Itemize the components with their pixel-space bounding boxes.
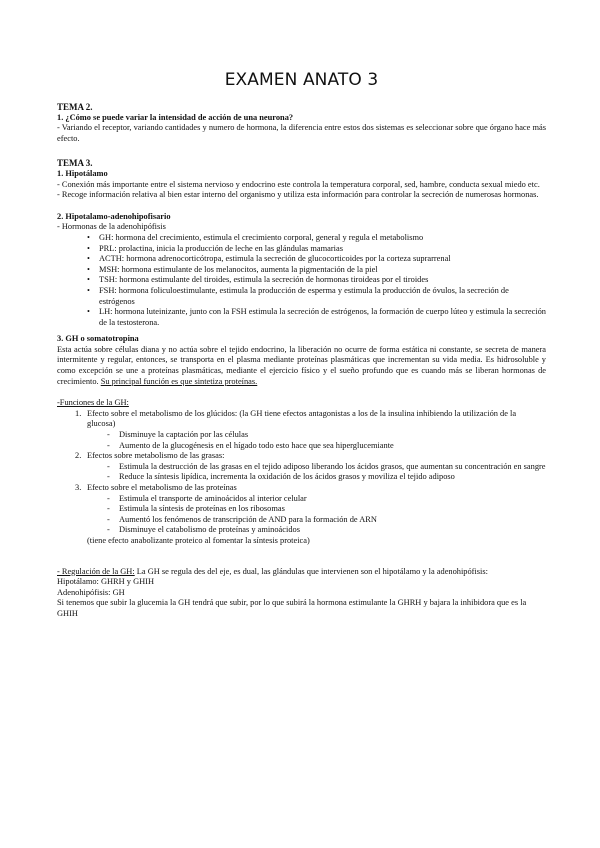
list-item: - Aumentó los fenómenos de transcripción de AND para la formación de ARN bbox=[107, 515, 546, 526]
list-item bbox=[75, 451, 546, 483]
final-paragraph: Si tenemos que subir la glucemia la GH tendrá que subir, por lo que subirá la hormona estimulante la GHRH y bajara la inhibidora que es la GHIH bbox=[57, 598, 527, 618]
item-number: 1. bbox=[75, 408, 82, 418]
tema3-section bbox=[57, 158, 546, 619]
sub-list bbox=[87, 494, 546, 536]
somatotropina-paragraph bbox=[57, 345, 546, 387]
tema2-section bbox=[57, 102, 546, 144]
list-item: • LH: hormona luteinizante, junto con la FSH estimula la secreción de estrógenos, la formación de cuerpo lúteo y estimula la secreción de la testosterona. bbox=[87, 307, 546, 328]
hipotalamo-paragraph-1: - Conexión más importante entre el sistema nervioso y endocrino este controla la temperatura corporal, sed, hambre, conducta sexual miedo etc. bbox=[57, 179, 540, 189]
item-text: Efecto sobre el metabolismo de las proteínas bbox=[87, 483, 237, 492]
list-item: - Estimula el transporte de aminoácidos al interior celular bbox=[107, 494, 546, 505]
tema3-heading: TEMA 3. bbox=[57, 158, 93, 169]
hipotalamo-paragraph-2: - Recoge información relativa al bien estar interno del organismo y utiliza esta información para controlar la secreción de numerosas hormonas. bbox=[57, 190, 539, 200]
list-item: • GH: hormona del crecimiento, estimula el crecimiento corporal, general y regula el metabolismo bbox=[87, 233, 546, 244]
regulacion-text: La GH se regula des del eje, es dual, las glándulas que intervienen son el hipotálamo y la adenohipófisis: bbox=[134, 566, 488, 576]
item-text: Efectos sobre metabolismo de las grasas: bbox=[87, 451, 225, 461]
hipotalamo-title: 1. Hipotálamo bbox=[57, 168, 108, 178]
list-item: • PRL: prolactina, inicia la producción de leche en las glándulas mamarias bbox=[87, 244, 546, 255]
hipotalamo-line: Hipotálamo: GHRH y GHIH bbox=[57, 577, 154, 587]
tema2-question: 1. ¿Cómo se puede variar la intensidad de acción de una neurona? bbox=[57, 112, 294, 122]
item-number: 2. bbox=[75, 451, 82, 461]
tema2-answer: - Variando el receptor, variando cantidades y numero de hormona, la diferencia entre estos dos sistemas es seleccionar sobre que órgano hace más efecto. bbox=[57, 123, 546, 143]
tema2-heading: TEMA 2. bbox=[57, 102, 93, 112]
adenohipofisis-intro: - Hormonas de la adenohipófisis bbox=[57, 222, 166, 232]
funciones-label: -Funciones de la GH: bbox=[57, 398, 129, 408]
list-item: • TSH: hormona estimulante del tiroides, estimula la secreción de hormonas tiroideas por el tiroides bbox=[87, 275, 546, 286]
regulacion-paragraph bbox=[57, 567, 546, 578]
sub-list bbox=[87, 462, 546, 483]
list-item: - Disminuye el catabolismo de proteínas y aminoácidos bbox=[107, 525, 546, 536]
sub-list bbox=[87, 430, 546, 451]
list-item: - Estimula la destrucción de las grasas en el tejido adiposo liberando los ácidos grasos, que aumentan su concentración en sangre bbox=[107, 462, 546, 473]
somatotropina-text: Esta actúa sobre células diana y no actúa sobre el tejido endocrino, la liberación no ocurre de forma estática ni constante, se secreta de manera intermitente y regular, entonces, se transporta en el plasma mediante proteínas plasmáticas que incrementan su vida media. Es hidrosoluble y como excepción se une a proteínas plasmáticas, mediante el ejercicio físico y el sueño profundo que es cuando más se liberan hormonas de crecimiento. bbox=[57, 344, 546, 386]
list-item: - Reduce la síntesis lipídica, incrementa la oxidación de los ácidos grasos y moviliza el tejido adiposo bbox=[107, 472, 546, 483]
list-item: • FSH: hormona foliculoestimulante, estimula la producción de esperma y estimula la producción de óvulos, la secreción de estrógenos bbox=[87, 286, 546, 307]
item-number: 3. bbox=[75, 483, 82, 492]
funciones-note: (tiene efecto anabolizante proteico al fomentar la síntesis proteica) bbox=[87, 535, 310, 545]
adenohipofisario-title: 2. Hipotalamo-adenohipofisario bbox=[57, 211, 171, 221]
funciones-list bbox=[57, 409, 546, 536]
list-item bbox=[75, 483, 546, 536]
adenohipofisis-line: Adenohipófisis: GH bbox=[57, 587, 125, 597]
page-title: EXAMEN ANATO 3 bbox=[224, 70, 379, 90]
list-item: - Estimula la síntesis de proteínas en los ribosomas bbox=[107, 504, 546, 515]
somatotropina-underlined: Su principal función es que sintetiza proteínas. bbox=[100, 376, 258, 386]
somatotropina-title: 3. GH o somatotropina bbox=[57, 334, 139, 344]
item-text: Efecto sobre el metabolismo de los glúcidos: (la GH tiene efectos antagonistas a los de la insulina inhibiendo la utilización de la glucosa) bbox=[87, 408, 517, 429]
list-item: • ACTH: hormona adrenocorticótropa, estimula la secreción de glucocorticoides por la corteza suprarrenal bbox=[87, 254, 546, 265]
regulacion-label: - Regulación de la GH: bbox=[57, 566, 135, 576]
list-item bbox=[75, 409, 546, 451]
hormone-list bbox=[57, 233, 546, 328]
list-item: - Aumento de la glucogénesis en el hígado todo esto hace que sea hiperglucemiante bbox=[107, 441, 546, 452]
list-item: - Disminuye la captación por las células bbox=[107, 430, 546, 441]
list-item: • MSH: hormona estimulante de los melanocitos, aumenta la pigmentación de la piel bbox=[87, 265, 546, 276]
